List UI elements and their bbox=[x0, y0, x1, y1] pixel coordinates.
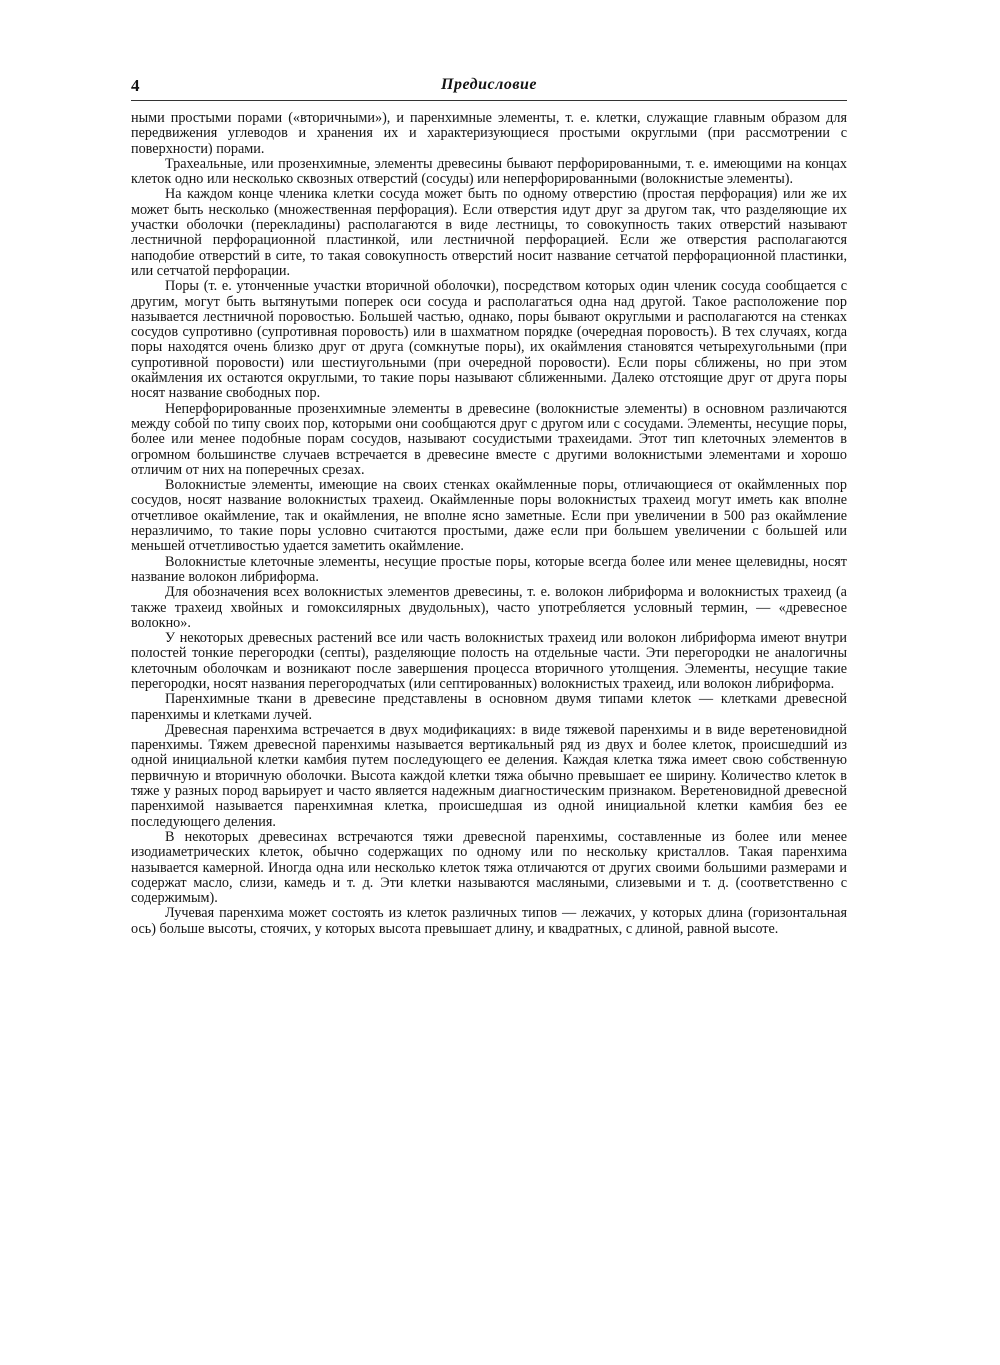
paragraph: ными простыми порами («вторичными»), и паренхимные элементы, т. е. клетки, служащие главным образом для передвижения углеводов и хранения их и характеризующиеся простыми округлыми (при рассмотрении с поверхности) порами. bbox=[131, 110, 847, 157]
paragraph: Волокнистые элементы, имеющие на своих стенках окаймленные поры, отличающиеся от окаймленных пор сосудов, носят название волокнистых трахеид. Окаймленные поры волокнистых трахеид могут иметь как вполне отчетливое окаймление, так и окаймления, не вполне ясно заметные. Если при увеличении в 500 раз окаймление неразличимо, то такие поры условно считаются простыми, даже если при большем увеличении с большей или меньшей отчетливостью удается заметить окаймление. bbox=[131, 477, 847, 555]
paragraph: У некоторых древесных растений все или часть волокнистых трахеид или волокон либриформа имеют внутри полостей тонкие перегородки (септы), разделяющие полость на отдельные части. Эти перегородки не аналогичны клеточным оболочкам и возникают после завершения процесса вторичного утолщения. Элементы, несущие такие перегородки, носят названия перегородчатых (или септированных) волокнистых трахеид, или волокон либриформа. bbox=[131, 630, 847, 692]
paragraph: Лучевая паренхима может состоять из клеток различных типов — лежачих, у которых длина (горизонтальная ось) больше высоты, стоячих, у которых высота превышает длину, и квадратных, с длиной, равной высоте. bbox=[131, 905, 847, 937]
paragraph: Поры (т. е. утонченные участки вторичной оболочки), посредством которых один членик сосуда сообщается с другим, могут быть вытянутыми поперек оси сосуда и располагаться одна над другой. Такое расположение пор называется лестничной поровостью. Большей частью, однако, поры бывают округлыми и располагаются на стенках сосудов супротивно (супротивная поровость) или в шахматном порядке (очередная поровость). В тех случаях, когда поры находятся очень близко друг от друга (сомкнутые поры), их окаймления становятся четырехугольными (при супротивной поровости) или шестиугольными (при очередной поровости). Если поры сближены, но при этом окаймления их остаются округлыми, то такие поры называют сближенными. Далеко отстоящие друг от друга поры носят название свободных пор. bbox=[131, 278, 847, 402]
running-title: Предисловие bbox=[441, 76, 537, 93]
paragraph: Древесная паренхима встречается в двух модификациях: в виде тяжевой паренхимы и в виде веретеновидной паренхимы. Тяжем древесной паренхимы называется вертикальный ряд из двух и более клеток, происшедший из одной инициальной клетки камбия путем последующего ее деления. Каждая клетка тяжа имеет свою собственную первичную и вторичную оболочки. Высота каждой клетки тяжа обычно превышает ее ширину. Количество клеток в тяже у разных пород варьирует и часто является надежным диагностическим признаком. Веретеновидной древесной паренхимой называется паренхимная клетка, происшедшая из одной инициальной клетки камбия без ее последующего деления. bbox=[131, 721, 847, 830]
paragraph: Для обозначения всех волокнистых элементов древесины, т. е. волокон либриформа и волокнистых трахеид (а также трахеид хвойных и гомоксилярных двудольных), часто употребляется условный термин, — «древесное волокно». bbox=[131, 584, 847, 631]
book-page bbox=[131, 70, 847, 937]
paragraph: Неперфорированные прозенхимные элементы в древесине (волокнистые элементы) в основном различаются между собой по типу своих пор, которыми они сообщаются друг с другом или с сосудами. Элементы, несущие поры, более или менее подобные порам сосудов, называют сосудистыми трахеидами. Этот тип клеточных элементов в огромном большинстве случаев встречается в древесине вместе с другими волокнистыми элементами и хорошо отличим от них на поперечных срезах. bbox=[131, 400, 847, 478]
page-header bbox=[131, 70, 847, 101]
paragraph: В некоторых древесинах встречаются тяжи древесной паренхимы, составленные из более или менее изодиаметрических клеток, обычно содержащих по одному или по нескольку кристаллов. Такая паренхима называется камерной. Иногда одна или несколько клеток тяжа отличаются от других своими большими размерами и содержат масло, слизи, камедь и т. д. Эти клетки называются масляными, слизевыми и т. д. (соответственно с содержимым). bbox=[131, 828, 847, 907]
paragraph: Паренхимные ткани в древесине представлены в основном двумя типами клеток — клетками древесной паренхимы и клетками лучей. bbox=[131, 691, 847, 723]
paragraph: Волокнистые клеточные элементы, несущие простые поры, которые всегда более или менее щелевидны, носят название волокон либриформа. bbox=[131, 553, 847, 585]
body-text bbox=[131, 111, 847, 937]
page-number: 4 bbox=[131, 76, 140, 95]
paragraph: На каждом конце членика клетки сосуда может быть по одному отверстию (простая перфорация) или же их может быть несколько (множественная перфорация). Если отверстия идут друг за другом так, что разделяющие их участки оболочки (перекладины) располагаются в виде лестницы, то совокупность таких отверстий называют лестничной перфорационной пластинкой, или лестничной перфорацией. Если же отверстия располагаются наподобие отверстий в сите, то такая совокупность отверстий носит название сетчатой перфорационной пластинки, или сетчатой перфорации. bbox=[131, 186, 847, 279]
paragraph: Трахеальные, или прозенхимные, элементы древесины бывают перфорированными, т. е. имеющими на концах клеток одно или несколько сквозных отверстий (сосуды) или неперфорированными (волокнистые элементы). bbox=[131, 155, 847, 188]
